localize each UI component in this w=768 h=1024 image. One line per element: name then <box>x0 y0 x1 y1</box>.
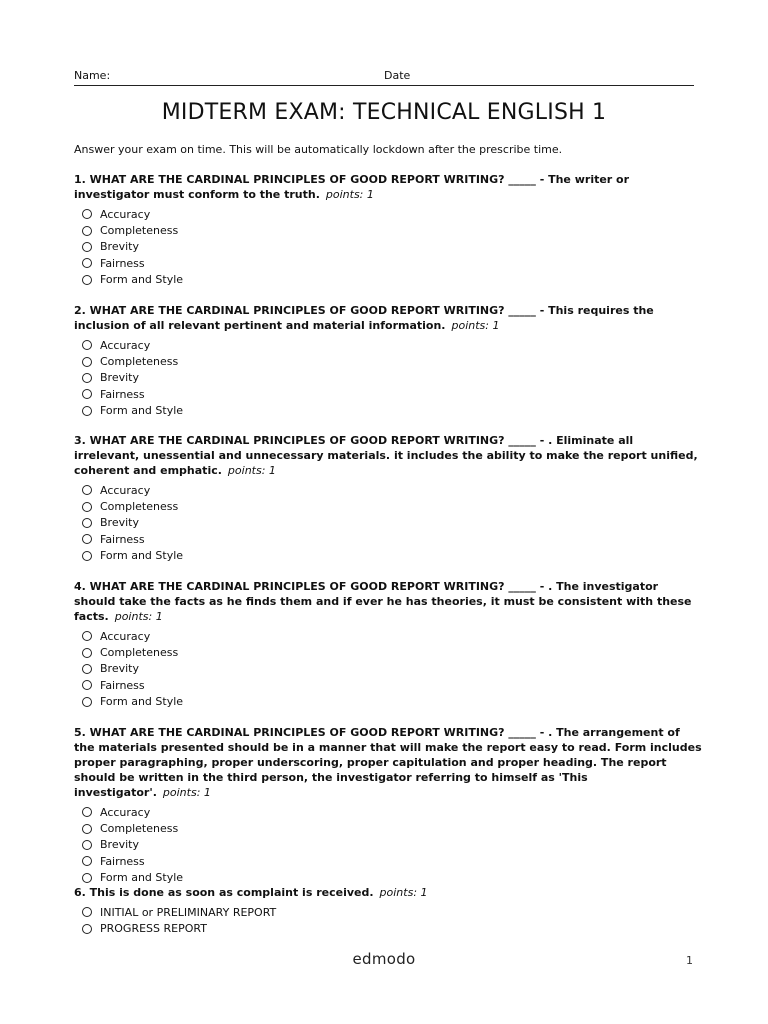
question-text: 6. This is done as soon as complaint is received. <box>74 886 374 899</box>
radio-button-icon[interactable] <box>82 873 92 883</box>
points-label: points: 1 <box>227 464 276 477</box>
exam-instructions: Answer your exam on time. This will be automatically lockdown after the prescribe time. <box>74 143 563 156</box>
option-completeness[interactable] <box>82 820 702 836</box>
option-fairness[interactable] <box>82 386 702 402</box>
question-text: 2. WHAT ARE THE CARDINAL PRINCIPLES OF GOOD REPORT WRITING? _____ - This requires the inclusion of all relevant pertinent and material information. <box>74 304 654 332</box>
option-form-and-style[interactable] <box>82 870 702 886</box>
radio-button-icon[interactable] <box>82 209 92 219</box>
option-brevity[interactable] <box>82 370 702 386</box>
option-label: Fairness <box>100 532 145 546</box>
option-brevity[interactable] <box>82 515 702 531</box>
radio-button-icon[interactable] <box>82 856 92 866</box>
option-label: Form and Style <box>100 404 184 418</box>
option-accuracy[interactable] <box>82 628 702 644</box>
radio-button-icon[interactable] <box>82 697 92 707</box>
option-label: Completeness <box>100 822 179 836</box>
radio-button-icon[interactable] <box>82 551 92 561</box>
edmodo-logo: edmodo <box>352 950 416 968</box>
option-label: Accuracy <box>100 483 151 497</box>
question-2 <box>74 303 702 419</box>
option-label: Accuracy <box>100 338 151 352</box>
radio-button-icon[interactable] <box>82 357 92 367</box>
option-label: Completeness <box>100 224 179 238</box>
option-accuracy[interactable] <box>82 206 702 222</box>
radio-button-icon[interactable] <box>82 631 92 641</box>
option-completeness[interactable] <box>82 222 702 238</box>
exam-title: MIDTERM EXAM: TECHNICAL ENGLISH 1 <box>161 100 607 125</box>
question-4 <box>74 579 702 710</box>
radio-button-icon[interactable] <box>82 840 92 850</box>
option-accuracy[interactable] <box>82 337 702 353</box>
answer-options <box>74 482 702 564</box>
question-3 <box>74 433 702 564</box>
option-label: PROGRESS REPORT <box>100 922 207 936</box>
option-label: Accuracy <box>100 629 151 643</box>
question-text: 3. WHAT ARE THE CARDINAL PRINCIPLES OF GOOD REPORT WRITING? _____ - . Eliminate all irrelevant, unessential and unnecessary materials. it includes the ability to make the report unified, coherent and emphatic. <box>74 434 698 477</box>
radio-button-icon[interactable] <box>82 373 92 383</box>
option-progress-report[interactable] <box>82 920 702 936</box>
option-label: Completeness <box>100 500 179 514</box>
option-fairness[interactable] <box>82 677 702 693</box>
answer-options <box>74 337 702 419</box>
radio-button-icon[interactable] <box>82 907 92 917</box>
radio-button-icon[interactable] <box>82 389 92 399</box>
option-accuracy[interactable] <box>82 482 702 498</box>
name-date-row <box>74 68 694 86</box>
option-label: Form and Style <box>100 695 184 709</box>
option-completeness[interactable] <box>82 498 702 514</box>
option-brevity[interactable] <box>82 837 702 853</box>
points-label: points: 1 <box>451 319 500 332</box>
page-number: 1 <box>686 954 693 967</box>
answer-options <box>74 804 702 886</box>
points-label: points: 1 <box>114 610 163 623</box>
radio-button-icon[interactable] <box>82 226 92 236</box>
option-fairness[interactable] <box>82 531 702 547</box>
option-label: Completeness <box>100 355 179 369</box>
option-label: Form and Style <box>100 549 184 563</box>
option-initial-or-preliminary-report[interactable] <box>82 904 702 920</box>
answer-options <box>74 628 702 710</box>
option-form-and-style[interactable] <box>82 694 702 710</box>
radio-button-icon[interactable] <box>82 485 92 495</box>
option-label: Fairness <box>100 387 145 401</box>
radio-button-icon[interactable] <box>82 807 92 817</box>
option-completeness[interactable] <box>82 644 702 660</box>
radio-button-icon[interactable] <box>82 518 92 528</box>
question-text: 5. WHAT ARE THE CARDINAL PRINCIPLES OF GOOD REPORT WRITING? _____ - . The arrangement of the materials presented should be in a manner that will make the report easy to read. Form includes proper paragraphing, proper underscoring, proper capitulation and proper heading. The report should be written in the third person, the investigator referring to himself as 'This investigator'. <box>74 726 702 799</box>
radio-button-icon[interactable] <box>82 502 92 512</box>
option-label: Completeness <box>100 646 179 660</box>
option-accuracy[interactable] <box>82 804 702 820</box>
radio-button-icon[interactable] <box>82 664 92 674</box>
option-brevity[interactable] <box>82 661 702 677</box>
radio-button-icon[interactable] <box>82 258 92 268</box>
radio-button-icon[interactable] <box>82 275 92 285</box>
option-completeness[interactable] <box>82 353 702 369</box>
option-label: Fairness <box>100 854 145 868</box>
question-6 <box>74 885 702 937</box>
radio-button-icon[interactable] <box>82 340 92 350</box>
radio-button-icon[interactable] <box>82 406 92 416</box>
date-label: Date <box>384 69 411 82</box>
option-label: Form and Style <box>100 273 184 287</box>
option-label: Brevity <box>100 371 139 385</box>
option-form-and-style[interactable] <box>82 403 702 419</box>
name-label: Name: <box>74 69 111 82</box>
option-fairness[interactable] <box>82 853 702 869</box>
question-1 <box>74 172 702 288</box>
radio-button-icon[interactable] <box>82 924 92 934</box>
radio-button-icon[interactable] <box>82 648 92 658</box>
option-label: Fairness <box>100 678 145 692</box>
points-label: points: 1 <box>379 886 428 899</box>
radio-button-icon[interactable] <box>82 534 92 544</box>
question-text: 4. WHAT ARE THE CARDINAL PRINCIPLES OF GOOD REPORT WRITING? _____ - . The investigator should take the facts as he finds them and if ever he has theories, it must be consistent with these facts. <box>74 580 692 623</box>
question-5 <box>74 725 702 886</box>
option-form-and-style[interactable] <box>82 272 702 288</box>
answer-options <box>74 904 702 937</box>
option-label: Brevity <box>100 240 139 254</box>
option-form-and-style[interactable] <box>82 548 702 564</box>
option-brevity[interactable] <box>82 239 702 255</box>
option-label: Fairness <box>100 256 145 270</box>
radio-button-icon[interactable] <box>82 242 92 252</box>
option-label: Accuracy <box>100 207 151 221</box>
option-fairness[interactable] <box>82 255 702 271</box>
radio-button-icon[interactable] <box>82 824 92 834</box>
answer-options <box>74 206 702 288</box>
points-label: points: 1 <box>162 786 211 799</box>
option-label: Brevity <box>100 662 139 676</box>
radio-button-icon[interactable] <box>82 680 92 690</box>
option-label: Brevity <box>100 838 139 852</box>
option-label: INITIAL or PRELIMINARY REPORT <box>100 905 277 919</box>
points-label: points: 1 <box>325 188 374 201</box>
option-label: Accuracy <box>100 805 151 819</box>
option-label: Brevity <box>100 516 139 530</box>
option-label: Form and Style <box>100 871 184 885</box>
question-text: 1. WHAT ARE THE CARDINAL PRINCIPLES OF GOOD REPORT WRITING? _____ - The writer or investigator must conform to the truth. <box>74 173 630 201</box>
